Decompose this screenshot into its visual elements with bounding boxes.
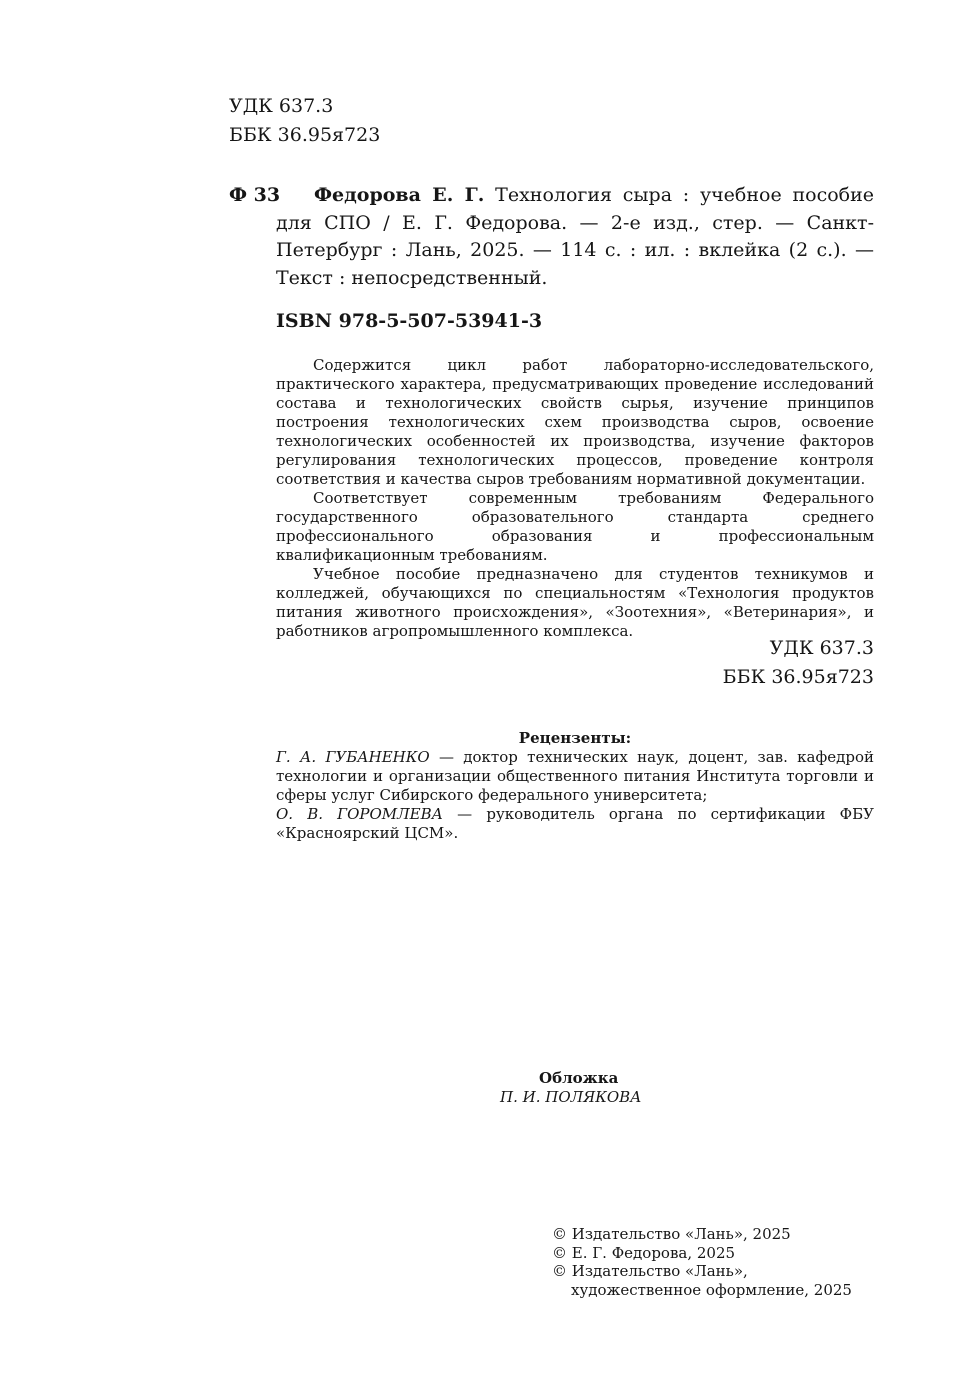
udk-code: УДК 637.3	[229, 95, 334, 117]
copyright-line: © Издательство «Лань»,	[552, 1262, 748, 1280]
catalog-entry	[229, 182, 874, 292]
cover-artist: П. И. ПОЛЯКОВА	[500, 1088, 642, 1106]
isbn: ISBN 978-5-507-53941-3	[276, 310, 543, 332]
abstract	[276, 356, 874, 641]
reviewer	[276, 748, 874, 805]
author-sign: Ф 33	[229, 184, 281, 206]
reviewer-name: Г. А. ГУБАНЕНКО	[276, 748, 430, 766]
udk-bbk-footer	[723, 634, 874, 692]
cover-heading: Обложка	[539, 1069, 619, 1087]
bbk-code: ББК 36.95я723	[722, 666, 874, 688]
reviewer-info: — руководитель органа по сертификации ФБУ «Красноярский ЦСМ».	[276, 805, 874, 842]
abstract-paragraph: Соответствует современным требованиям Федерального государственного образовательного стандарта среднего профессионального образования и профессиональным квалификационным требованиям.	[276, 489, 874, 564]
cover-credit	[276, 1069, 874, 1107]
copyright-line: © Издательство «Лань», 2025	[552, 1225, 791, 1243]
udk-bbk-header	[229, 92, 380, 150]
reviewer-name: О. В. ГОРОМЛЕВА	[276, 805, 444, 823]
copyright-line: © Е. Г. Федорова, 2025	[552, 1243, 736, 1262]
bibliographic-description	[276, 182, 874, 292]
description-text: Технология сыра : учебное пособие для СПО / Е. Г. Федорова. — 2-е изд., стер. — Санкт-Петербург : Лань, 2025. — 114 с. : ил. : вклейка (2 с.). — Текст : непосредственный.	[276, 184, 874, 289]
abstract-paragraph: Учебное пособие предназначено для студентов техникумов и колледжей, обучающихся по специальностям «Технология продуктов питания животного происхождения», «Зоотехния», «Ветеринария», и работников агропромышленного комплекса.	[276, 565, 874, 640]
reviewer	[276, 805, 874, 843]
reviewers	[276, 729, 874, 843]
copyright-line: художественное оформление, 2025	[571, 1280, 852, 1299]
copyright-block	[552, 1225, 852, 1299]
bbk-code: ББК 36.95я723	[229, 124, 381, 146]
udk-code: УДК 637.3	[769, 637, 874, 659]
abstract-paragraph: Содержится цикл работ лабораторно-исследовательского, практического характера, предусматривающих проведение исследований состава и технологических свойств сырья, изучение принципов построения технологических схем производства сыров, освоение технологических особенностей их производства, изучение факторов регулирования технологических процессов, проведение контроля соответствия и качества сыров требованиям нормативной документации.	[276, 356, 874, 488]
reviewer-info: — доктор технических наук, доцент, зав. кафедрой технологии и организации общественного питания Института торговли и сферы услуг Сибирского федерального университета;	[276, 748, 874, 804]
author-name: Федорова Е. Г.	[314, 184, 485, 206]
reviewers-heading: Рецензенты:	[518, 729, 632, 747]
